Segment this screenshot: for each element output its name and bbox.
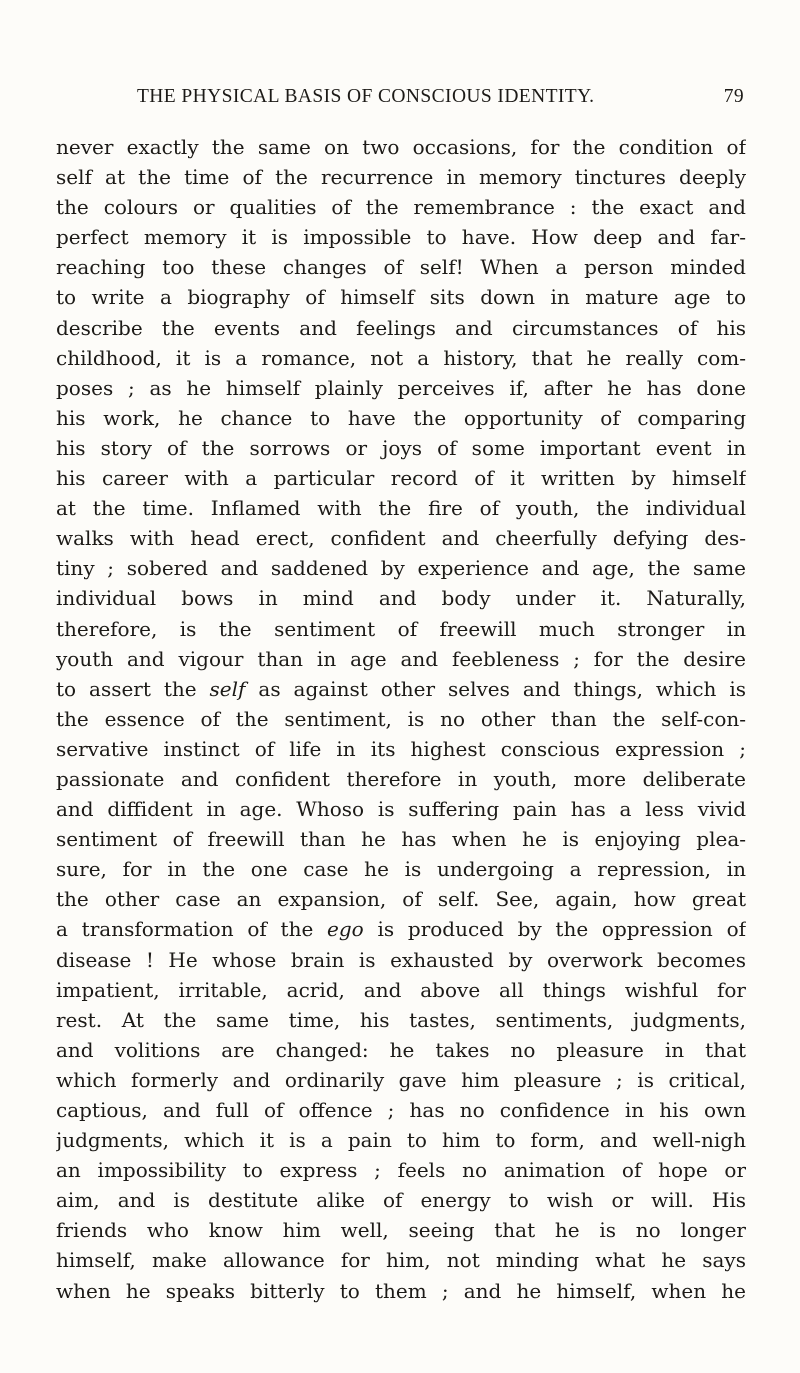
page-number: 79: [723, 86, 744, 107]
italic-word-self: self: [209, 676, 246, 701]
italic-word-ego: ego: [327, 917, 364, 942]
text-line: walks with head erect, confident and cheerfully defying des-: [56, 526, 746, 551]
text-line: himself, make allowance for him, not minding what he says: [56, 1248, 746, 1273]
text-line: the other case an expansion, of self. See, again, how great: [56, 887, 746, 912]
text-line: passionate and confident therefore in youth, more deliberate: [56, 766, 746, 791]
text-fragment: as against other selves and things, which is: [258, 676, 746, 701]
text-line: rest. At the same time, his tastes, sentiments, judgments,: [56, 1007, 746, 1032]
text-line: and volitions are changed: he takes no pleasure in that: [56, 1037, 746, 1062]
text-line: at the time. Inflamed with the fire of youth, the individual: [56, 496, 746, 521]
text-line: friends who know him well, seeing that he is no longer: [56, 1218, 746, 1243]
text-line: captious, and full of offence ; has no confidence in his own: [56, 1098, 746, 1122]
text-line: his story of the sorrows or joys of some important event in: [56, 435, 746, 460]
text-line: his career with a particular record of it written by himself: [56, 466, 746, 491]
text-line: when he speaks bitterly to them ; and he himself, when he: [56, 1278, 746, 1303]
text-line: impatient, irritable, acrid, and above all things wishful for: [56, 977, 746, 1002]
text-line: self at the time of the recurrence in memory tinctures deeply: [56, 165, 746, 190]
text-line: reaching too these changes of self! When a person minded: [56, 255, 746, 280]
text-fragment: a transformation of the: [56, 917, 314, 942]
text-line: servative instinct of life in its highest conscious expression ;: [56, 736, 746, 761]
text-line: aim, and is destitute alike of energy to wish or will. His: [56, 1188, 746, 1213]
text-line: his work, he chance to have the opportunity of comparing: [56, 405, 746, 430]
text-line: poses ; as he himself plainly perceives if, after he has done: [56, 375, 746, 400]
text-line: childhood, it is a romance, not a history, that he really com-: [56, 345, 746, 370]
text-line: an impossibility to express ; feels no animation of hope or: [56, 1158, 746, 1183]
text-line: the essence of the sentiment, is no other than the self-con-: [56, 706, 746, 731]
text-line: sentiment of freewill than he has when he is enjoying plea-: [56, 827, 746, 852]
text-line: and diffident in age. Whoso is suffering pain has a less vivid: [56, 797, 746, 822]
text-line: therefore, is the sentiment of freewill much stronger in: [56, 616, 746, 641]
text-line-self: [56, 674, 746, 704]
text-fragment: to assert the: [56, 676, 197, 701]
body-text: [56, 132, 746, 1306]
text-line: sure, for in the one case he is undergoing a repression, in: [56, 857, 746, 882]
text-line: never exactly the same on two occasions, for the condition of: [56, 135, 746, 159]
text-line: the colours or qualities of the remembrance : the exact and: [56, 195, 746, 220]
text-line: disease ! He whose brain is exhausted by overwork becomes: [56, 947, 746, 972]
text-line: which formerly and ordinarily gave him pleasure ; is critical,: [56, 1067, 746, 1092]
text-fragment: is produced by the oppression of: [377, 917, 746, 942]
text-line: individual bows in mind and body under it. Naturally,: [56, 586, 746, 611]
running-head: [0, 86, 800, 112]
text-line: to write a biography of himself sits down in mature age to: [56, 285, 746, 310]
text-line: describe the events and feelings and circumstances of his: [56, 315, 746, 340]
text-line: judgments, which it is a pain to him to form, and well-nigh: [56, 1128, 746, 1153]
text-line: youth and vigour than in age and feebleness ; for the desire: [56, 646, 746, 671]
text-line-ego: [56, 914, 746, 944]
text-line: perfect memory it is impossible to have. How deep and far-: [56, 225, 746, 250]
running-title: THE PHYSICAL BASIS OF CONSCIOUS IDENTITY.: [137, 86, 595, 107]
text-line: tiny ; sobered and saddened by experience and age, the same: [56, 556, 746, 581]
